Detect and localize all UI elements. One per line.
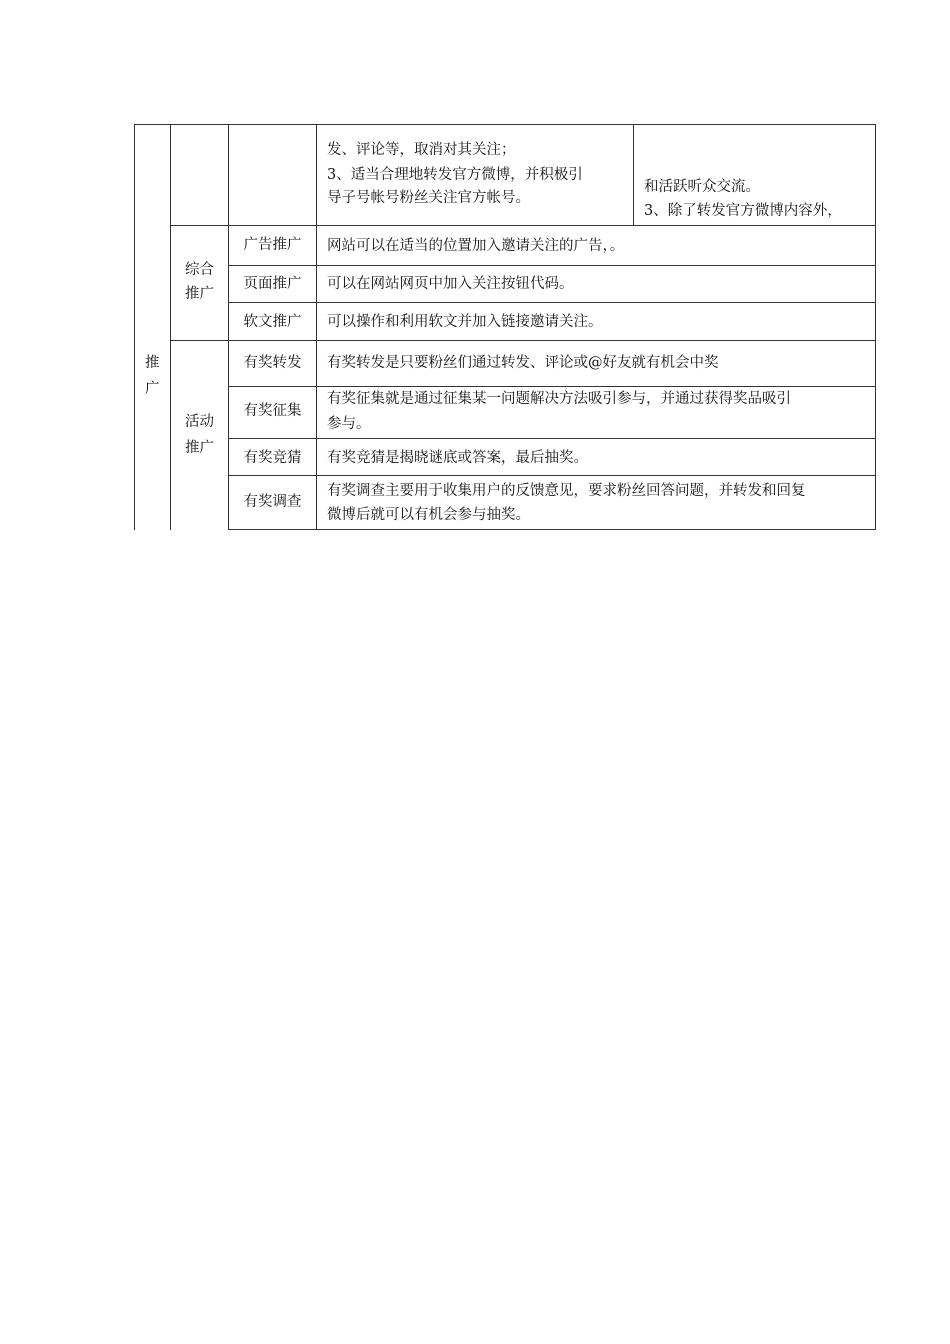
method-description: 有奖征集就是通过征集某一问题解决方法吸引参与，并通过获得奖品吸引	[327, 391, 791, 407]
table-border-bottom	[228, 529, 876, 530]
group-name-line: 推广	[185, 286, 214, 302]
table-row-divider	[170, 225, 876, 226]
method-label: 有奖转发	[243, 355, 302, 371]
table-column-divider	[170, 124, 171, 530]
method-description: 有奖竞猜是揭晓谜底或答案，最后抽奖。	[327, 450, 588, 466]
method-description: 有奖转发是只要粉丝们通过转发、评论或@好友就有机会中奖	[327, 355, 719, 371]
table-column-divider	[633, 124, 634, 225]
method-label: 页面推广	[243, 276, 302, 292]
cell-text-line: 发、评论等，取消对其关注；	[327, 142, 516, 158]
table-column-divider	[316, 124, 317, 530]
table-row-divider	[228, 438, 876, 439]
cell-text-line: 3、除了转发官方微博内容外，	[644, 203, 842, 219]
method-label: 有奖竞猜	[243, 450, 302, 466]
method-label: 有奖征集	[243, 403, 302, 419]
table-row-divider	[228, 475, 876, 476]
method-label: 有奖调查	[243, 494, 302, 510]
category-label: 推广	[145, 355, 160, 397]
method-description: 可以在网站网页中加入关注按钮代码。	[327, 276, 574, 292]
method-description: 参与。	[327, 416, 371, 432]
table-row-divider	[170, 340, 876, 341]
cell-text-line: 和活跃听众交流。	[644, 179, 760, 195]
method-description: 有奖调查主要用于收集用户的反馈意见，要求粉丝回答问题，并转发和回复	[327, 483, 806, 499]
method-description: 微博后就可以有机会参与抽奖。	[327, 507, 530, 523]
group-name-line: 综合	[185, 262, 214, 278]
method-label: 广告推广	[243, 237, 302, 253]
group-name-line: 活动	[185, 414, 214, 430]
table-row-divider	[228, 265, 876, 266]
table-border-left	[134, 124, 135, 530]
method-description: 网站可以在适当的位置加入邀请关注的广告，。	[327, 238, 625, 254]
table-row-divider	[228, 386, 876, 387]
table-row-divider	[228, 302, 876, 303]
method-label: 软文推广	[243, 314, 302, 330]
method-description: 可以操作和利用软文并加入链接邀请关注。	[327, 314, 603, 330]
group-name-line: 推广	[185, 440, 214, 456]
table-border-right	[875, 124, 876, 530]
table-border-top	[134, 124, 876, 125]
cell-text-line: 导子号帐号粉丝关注官方帐号。	[327, 190, 530, 206]
cell-text-line: 3、适当合理地转发官方微博，并积极引	[327, 167, 583, 183]
